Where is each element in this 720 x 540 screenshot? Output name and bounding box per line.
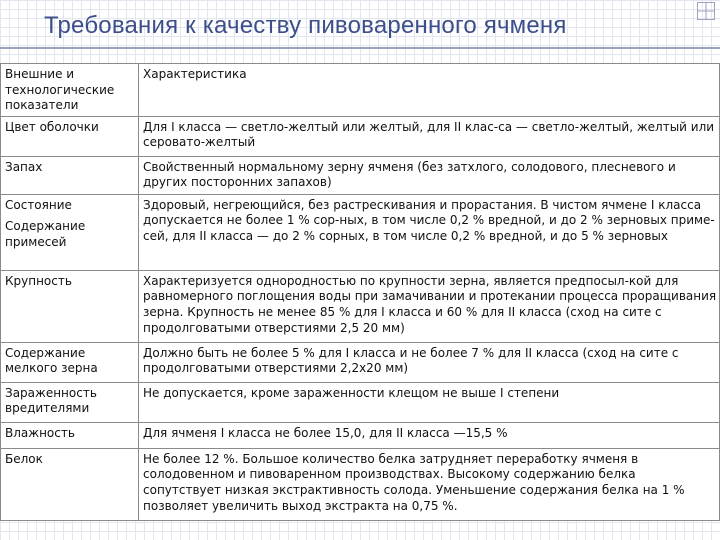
- requirements-table: [0, 63, 720, 521]
- row-label-cell: [1, 194, 139, 270]
- page-title: Требования к качеству пивоваренного ячменя: [44, 12, 567, 39]
- row-text: Должно быть не более 5 % для I класса и не более 7 % для II класса (сход на сите с продолговатыми отверстиями 2,2x20 мм): [139, 342, 720, 382]
- row-label: Белок: [1, 448, 139, 520]
- row-label: Запах: [1, 156, 139, 194]
- row-label: Цвет оболочки: [1, 116, 139, 156]
- header-characteristic: Характеристика: [139, 64, 720, 117]
- title-divider: [0, 47, 720, 49]
- row-text: Для ячменя I класса не более 15,0, для II класса —15,5 %: [139, 422, 720, 448]
- row-text: Здоровый, негреющийся, без растрескивания и прорастания. В чистом ячмене I класса допускается не более 1 % сор-ных, в том числе 0,2 % вредной, и до 2 % зерновых приме-сей, для II класса — до 2 % сорных, в том числе 0,2 % вредной, и до 5 % зерновых: [139, 194, 720, 270]
- row-text: Свойственный нормальному зерну ячменя (без затхлого, солодового, плесневого и других посторонних запахов): [139, 156, 720, 194]
- table-row: [1, 448, 720, 520]
- row-label: Состояние: [5, 197, 72, 212]
- row-label: Зараженность вредителями: [1, 382, 139, 422]
- corner-grid-icon: [697, 2, 715, 20]
- table-row: [1, 194, 720, 270]
- table-row: [1, 156, 720, 194]
- row-label-secondary: Содержание примесей: [5, 219, 86, 249]
- table-row: [1, 422, 720, 448]
- table-row: [1, 382, 720, 422]
- row-label: Крупность: [1, 270, 139, 342]
- table-row: [1, 342, 720, 382]
- table-header-row: [1, 64, 720, 117]
- row-text: Для I класса — светло-желтый или желтый, для II клас-са — светло-желтый, желтый или серовато-желтый: [139, 116, 720, 156]
- row-text: Не допускается, кроме зараженности клещом не выше I степени: [139, 382, 720, 422]
- row-label: Влажность: [1, 422, 139, 448]
- row-label: Содержание мелкого зерна: [1, 342, 139, 382]
- table-row: [1, 270, 720, 342]
- table-row: [1, 116, 720, 156]
- row-text: Не более 12 %. Большое количество белка затрудняет переработку ячменя в солодовенном и пивоваренном производствах. Высокому содержанию белка сопутствует низкая экстрактивность солода. Уменьшение содержания белка на 1 % позволяет увеличить выход экстракта на 0,75 %.: [139, 448, 720, 520]
- row-text: Характеризуется однородностью по крупности зерна, является предпосыл-кой для равномерного поглощения воды при замачивании и протекании процесса проращивания зерна. Крупность не менее 85 % для I класса и 60 % для II класса (сход на сите с продолговатыми отверстиями 2,5 20 мм): [139, 270, 720, 342]
- header-indicators: Внешние и технологические показатели: [1, 64, 139, 117]
